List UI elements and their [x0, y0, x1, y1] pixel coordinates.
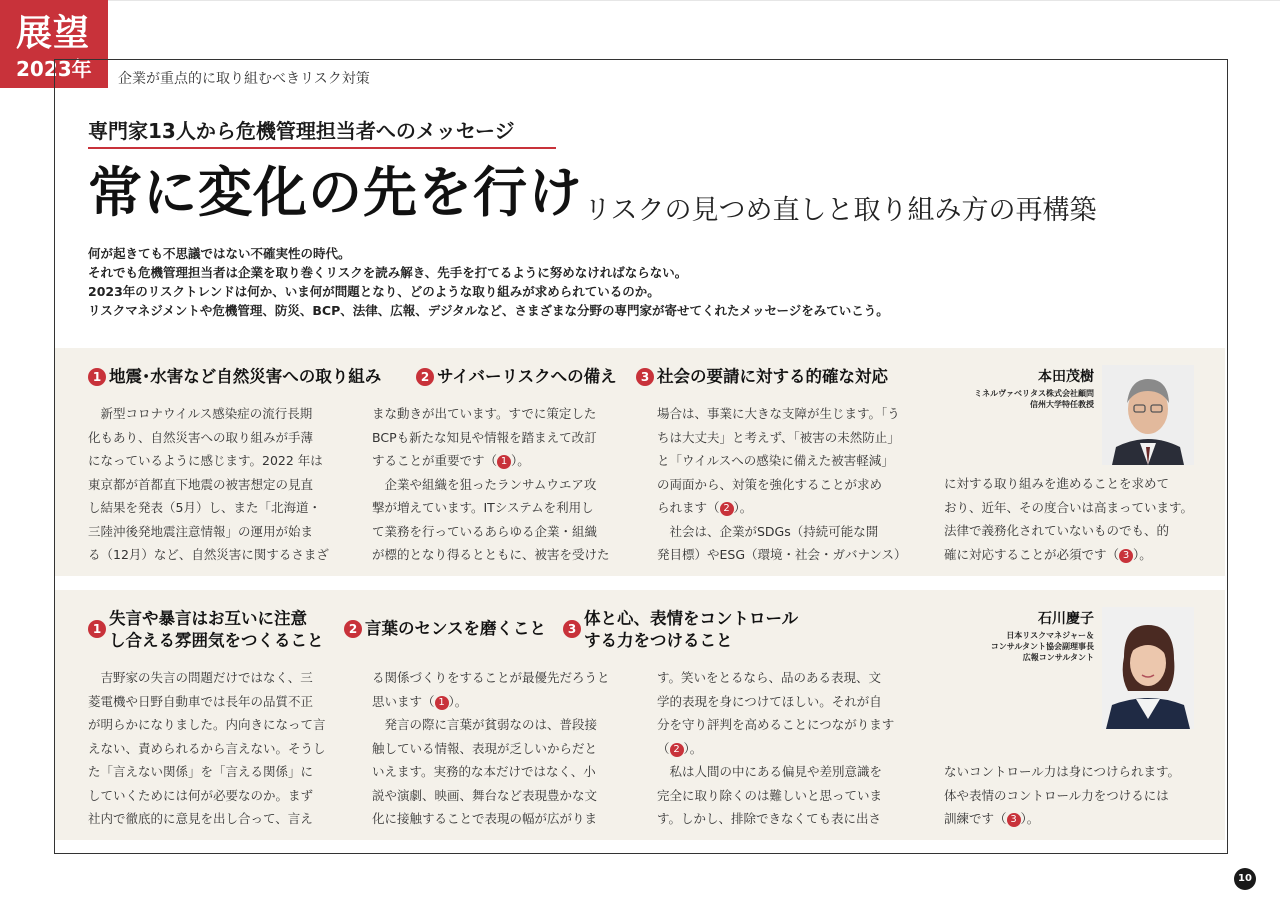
expert2-column-4 — [944, 760, 1180, 831]
body-line: る（12月）など、自然災害に関するさまざ — [88, 547, 329, 562]
tab-title: 展望 — [16, 13, 91, 54]
body-line: が標的となり得るとともに、被害を受けた — [372, 547, 610, 562]
ref-close: ）。 — [511, 453, 530, 468]
body-line: BCPも新たな知見や情報を踏まえて改訂 — [372, 429, 597, 445]
ref-close: ）。 — [448, 693, 468, 709]
page-number-badge: 10 — [1234, 868, 1256, 890]
expert2-column-3 — [657, 666, 894, 831]
tip-text: 言葉のセンスを磨くこと — [365, 619, 547, 638]
body-line: 法律で義務化されていないものでも、的 — [944, 523, 1170, 538]
ref-badge: 3 — [1007, 813, 1021, 827]
expert2-tip-1 — [88, 608, 324, 652]
expert2-portrait — [1102, 607, 1194, 729]
tip-line: し合える雰囲気をつくること — [109, 631, 324, 650]
ref-badge: 1 — [435, 696, 449, 710]
body-line: 発目標）やESG（環境・社会・ガバナンス） — [657, 547, 907, 562]
body-line: 私は人間の中にある偏見や差別意識を — [657, 764, 883, 779]
body-text: 訓練です（ — [944, 811, 1007, 826]
headline: 常に変化の先を行け — [88, 160, 583, 224]
affiliation-line: コンサルタント協会副理事長 — [990, 642, 1094, 651]
body-line — [372, 449, 610, 473]
ref-close: ）。 — [1133, 546, 1152, 562]
tip-text — [109, 608, 324, 652]
body-line: ないコントロール力は身につけられます。 — [944, 764, 1181, 779]
expert1-tip-2 — [416, 366, 617, 388]
body-text: 確に対応することが必須です（ — [944, 546, 1120, 562]
ref-badge: 2 — [720, 502, 734, 516]
body-line: まな動きが出ています。すでに策定した — [372, 406, 597, 421]
body-line — [944, 807, 1180, 831]
expert2-tip-2 — [344, 618, 546, 640]
body-line: 場合は、事業に大きな支障が生じます。「う — [657, 406, 900, 421]
body-line: していくためには何が必要なのか。まず — [88, 787, 314, 803]
body-line: おり、近年、その度合いは高まっています。 — [944, 499, 1194, 515]
body-line — [657, 496, 907, 520]
tip-number-badge: 3 — [563, 620, 581, 638]
affiliation-line: ミネルヴァベリタス株式会社顧問 — [974, 389, 1094, 398]
ref-badge: 2 — [670, 743, 684, 757]
portrait-man-image — [1102, 365, 1194, 465]
body-line: す。しかし、排除できなくても表に出さ — [657, 811, 882, 826]
body-line: た「言えない関係」を「言える関係」に — [88, 764, 314, 779]
body-text: することが重要です（ — [372, 453, 498, 468]
body-line: て業務を行っているあらゆる企業・組織 — [372, 523, 598, 539]
body-line: 分を守り評判を高めることにつながります — [657, 717, 895, 732]
section-label: 企業が重点的に取り組むべきリスク対策 — [118, 71, 370, 87]
expert1-portrait — [1102, 365, 1194, 465]
body-line — [657, 737, 894, 761]
body-line: 体や表情のコントロール力をつけるには — [944, 787, 1169, 803]
lede-line: リスクマネジメントや危機管理、防災、BCP、法律、広報、デジタルなど、さまざまな分野の専門家が寄せてくれたメッセージをみていこう。 — [88, 303, 889, 318]
expert2-column-1 — [88, 666, 326, 831]
subheadline: リスクの見つめ直しと取り組み方の再構築 — [584, 195, 1097, 226]
expert2-affiliation — [991, 630, 1094, 663]
body-line — [944, 543, 1193, 567]
body-line: 社内で徹底的に意見を出し合って、言え — [88, 811, 313, 826]
tip-number-badge: 1 — [88, 620, 106, 638]
body-line: 発言の際に言葉が貧弱なのは、普段接 — [372, 717, 598, 732]
body-line: 吉野家の失言の問題だけではなく、三 — [88, 670, 313, 685]
body-line: 化に接触することで表現の幅が広がりま — [372, 811, 598, 826]
tip-line: 失言や暴言はお互いに注意 — [109, 609, 307, 628]
kicker-underline — [88, 147, 556, 149]
body-line: 説や演劇、映画、舞台など表現豊かな文 — [372, 787, 598, 803]
body-text: られます（ — [657, 500, 720, 515]
tip-number-badge: 2 — [416, 368, 434, 386]
body-line: 化もあり、自然災害への取り組みが手薄 — [88, 429, 314, 445]
body-line: ちは大丈夫」と考えず、「被害の未然防止」 — [657, 429, 900, 445]
portrait-woman-image — [1102, 607, 1194, 729]
tip-number-badge: 3 — [636, 368, 654, 386]
expert1-affiliation — [974, 388, 1094, 410]
lede-line: 2023年のリスクトレンドは何か、いま何が問題となり、どのような取り組みが求められているのか。 — [88, 284, 660, 299]
affiliation-line: 広報コンサルタント — [1022, 653, 1094, 662]
expert1-column-1 — [88, 402, 329, 567]
lede-line: それでも危機管理担当者は企業を取り巻くリスクを読み解き、先手を打てるように努めなければならない。 — [88, 265, 688, 280]
affiliation-line: 日本リスクマネジャー＆ — [1006, 631, 1094, 640]
expert1-column-3 — [657, 402, 907, 567]
body-line: 菱電機や日野自動車では長年の品質不正 — [88, 693, 314, 709]
body-line: になっているように感じます。2022 年は — [88, 453, 323, 468]
body-line: す。笑いをとるなら、品のある表現、文 — [657, 670, 882, 685]
body-line: 触している情報、表現が乏しいからだと — [372, 740, 598, 756]
body-line: 学的表現を身につけてほしい。それが自 — [657, 693, 882, 709]
tip-number-badge: 2 — [344, 620, 362, 638]
expert1-column-4 — [944, 472, 1193, 566]
body-line: 完全に取り除くのは難しいと思っていま — [657, 787, 883, 803]
body-line: えない、責められるから言えない。そうし — [88, 740, 326, 756]
top-rule — [108, 0, 1280, 1]
body-line: 企業や組織を狙ったランサムウエア攻 — [372, 476, 597, 492]
body-line: 東京都が首都直下地震の被害想定の見直 — [88, 476, 314, 492]
ref-close: ）。 — [683, 740, 703, 756]
body-line: に対する取り組みを進めることを求めて — [944, 476, 1170, 491]
body-text: 思います（ — [372, 693, 435, 709]
expert1-name: 本田茂樹 — [1038, 369, 1094, 385]
body-line: る関係づくりをすることが最優先だろうと — [372, 670, 610, 685]
body-text: （ — [657, 740, 670, 756]
tip-line: 体と心、表情をコントロール — [584, 609, 799, 628]
expert1-tip-3 — [636, 366, 888, 388]
body-line: と「ウイルスへの感染に備えた被害軽減」 — [657, 453, 894, 468]
body-line: し結果を発表（5月）し、また「北海道・ — [88, 500, 321, 515]
tip-number-badge: 1 — [88, 368, 106, 386]
expert1-column-2 — [372, 402, 610, 567]
ref-badge: 3 — [1119, 549, 1133, 563]
tab-year: 2023年 — [16, 57, 92, 81]
body-line: の両面から、対策を強化することが求め — [657, 476, 883, 492]
tip-text: 地震･水害など自然災害への取り組み — [109, 367, 382, 386]
tip-text: 社会の要請に対する的確な対応 — [657, 367, 888, 386]
body-line: 撃が増えています。ITシステムを利用し — [372, 500, 594, 515]
expert1-tip-1 — [88, 366, 381, 388]
tip-text: サイバーリスクへの備え — [437, 367, 617, 386]
ref-close: ）。 — [1020, 811, 1040, 826]
body-line: 三陸沖後発地震注意情報」の運用が始ま — [88, 523, 314, 539]
kicker: 専門家13人から危機管理担当者へのメッセージ — [88, 119, 515, 143]
body-line: が明らかになりました。内向きになって言 — [88, 717, 326, 732]
body-line: いえます。実務的な本だけではなく、小 — [372, 764, 596, 779]
body-line — [372, 690, 610, 714]
expert2-tip-3 — [563, 608, 798, 652]
lede — [88, 244, 889, 320]
expert2-column-2 — [372, 666, 610, 831]
lede-line: 何が起きても不思議ではない不確実性の時代。 — [88, 246, 351, 261]
affiliation-line: 信州大学特任教授 — [1030, 400, 1094, 409]
ref-close: ）。 — [733, 500, 753, 515]
body-line: 社会は、企業がSDGs（持続可能な開 — [657, 523, 879, 539]
expert2-name: 石川慶子 — [1038, 611, 1094, 627]
tip-text — [584, 608, 798, 652]
ref-badge: 1 — [497, 455, 511, 469]
body-line: 新型コロナウイルス感染症の流行長期 — [88, 406, 313, 421]
tip-line: する力をつけること — [584, 631, 733, 650]
